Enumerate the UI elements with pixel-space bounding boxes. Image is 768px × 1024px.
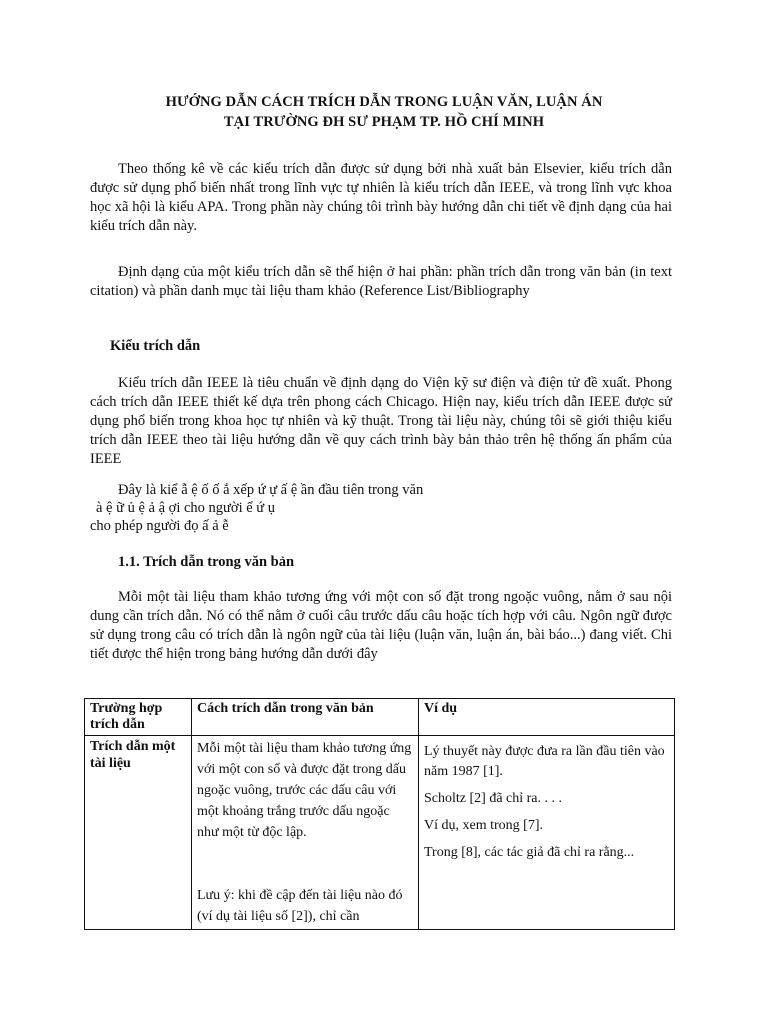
paragraph-in-text [90, 588, 672, 664]
example-line: Scholtz [2] đã chỉ ra. . . . [424, 791, 563, 806]
paragraph-format [90, 263, 672, 301]
example-line: Lý thuyết này được đưa ra lần đầu tiên vào năm 1987 [1]. [424, 744, 665, 779]
paragraph-ieee-text: Kiểu trích dẫn IEEE là tiêu chuẩn về định dạng do Viện kỹ sư điện và điện tử đề xuất. Phong cách trích dẫn IEEE thiết kế dựa trên phong cách Chicago. Hiện nay, kiểu trích dẫn IEEE được sử dụng phổ biến trong khoa học tự nhiên và kỹ thuật. Trong tài liệu này, chúng tôi sẽ giới thiệu kiểu trích dẫn IEEE theo tài liệu hướng dẫn về quy cách trình bày bản thảo trên hệ thống ấn phẩm của IEEE [90, 375, 672, 467]
paragraph-intro-text: Theo thống kê về các kiểu trích dẫn được sử dụng bởi nhà xuất bản Elsevier, kiểu trích dẫn được sử dụng phổ biến nhất trong lĩnh vực tự nhiên là kiểu trích dẫn IEEE, và trong lĩnh vực khoa học xã hội là kiểu APA. Trong phần này chúng tôi trình bày hướng dẫn chi tiết về định dạng của hai kiểu trích dẫn này. [90, 161, 672, 234]
paragraph-garbled-line-2: à ệ ữ ủ ệ ả ậ ợi cho người ể ứ ụ [96, 500, 276, 516]
table-header-case: Trường hợp trích dẫn [85, 699, 192, 736]
paragraph-ieee [90, 374, 672, 469]
table-cell-case: Trích dẫn một tài liệu [85, 736, 192, 930]
table-row [85, 736, 675, 930]
heading-citation-style: Kiểu trích dẫn [110, 338, 201, 354]
table-header-method: Cách trích dẫn trong văn bản [192, 699, 419, 736]
method-description: Mỗi một tài liệu tham khảo tương ứng với một con số và được đặt trong dấu ngoặc vuông, trước các dấu câu với một khoảng trắng trước dấu ngoặc như một từ độc lập. [197, 741, 412, 840]
paragraph-garbled-line-1: Đây là kiể ẫ ệ ố ố ắ xếp ứ ự ấ ệ ần đầu tiên trong văn [118, 482, 424, 498]
method-note: Lưu ý: khi đề cập đến tài liệu nào đó (ví dụ tài liệu số [2]), chỉ cần [197, 888, 403, 924]
heading-section-1-1: 1.1. Trích dẫn trong văn bản [118, 554, 295, 570]
example-line: Ví dụ, xem trong [7]. [424, 818, 543, 833]
paragraph-intro [90, 160, 672, 236]
document-title-line-2: TẠI TRƯỜNG ĐH SƯ PHẠM TP. HỒ CHÍ MINH [223, 114, 545, 130]
paragraph-format-text: Định dạng của một kiểu trích dẫn sẽ thể hiện ở hai phần: phần trích dẫn trong văn bản (in text citation) và phần danh mục tài liệu tham khảo (Reference List/Bibliography [90, 264, 672, 299]
document-title-line-1: HƯỚNG DẪN CÁCH TRÍCH DẪN TRONG LUẬN VĂN, LUẬN ÁN [165, 94, 603, 110]
citation-table [84, 698, 675, 930]
example-line: Trong [8], các tác giả đã chỉ ra rằng... [424, 845, 635, 860]
table-cell-method [192, 736, 419, 930]
paragraph-in-text-text: Mỗi một tài liệu tham khảo tương ứng với một con số đặt trong ngoặc vuông, nằm ở sau nội dung cần trích dẫn. Nó có thể nằm ở cuối câu trước dấu câu hoặc tích hợp với câu. Ngôn ngữ được sử dụng trong câu có trích dẫn là ngôn ngữ của tài liệu (luận văn, luận án, bài báo...) đang viết. Chi tiết được thể hiện trong bảng hướng dẫn dưới đây [90, 589, 672, 662]
table-header-example: Ví dụ [419, 699, 675, 736]
table-cell-examples [419, 736, 675, 930]
table-header-row [85, 699, 675, 736]
paragraph-garbled-line-3: cho phép người đọ ấ ả ễ [90, 518, 229, 534]
